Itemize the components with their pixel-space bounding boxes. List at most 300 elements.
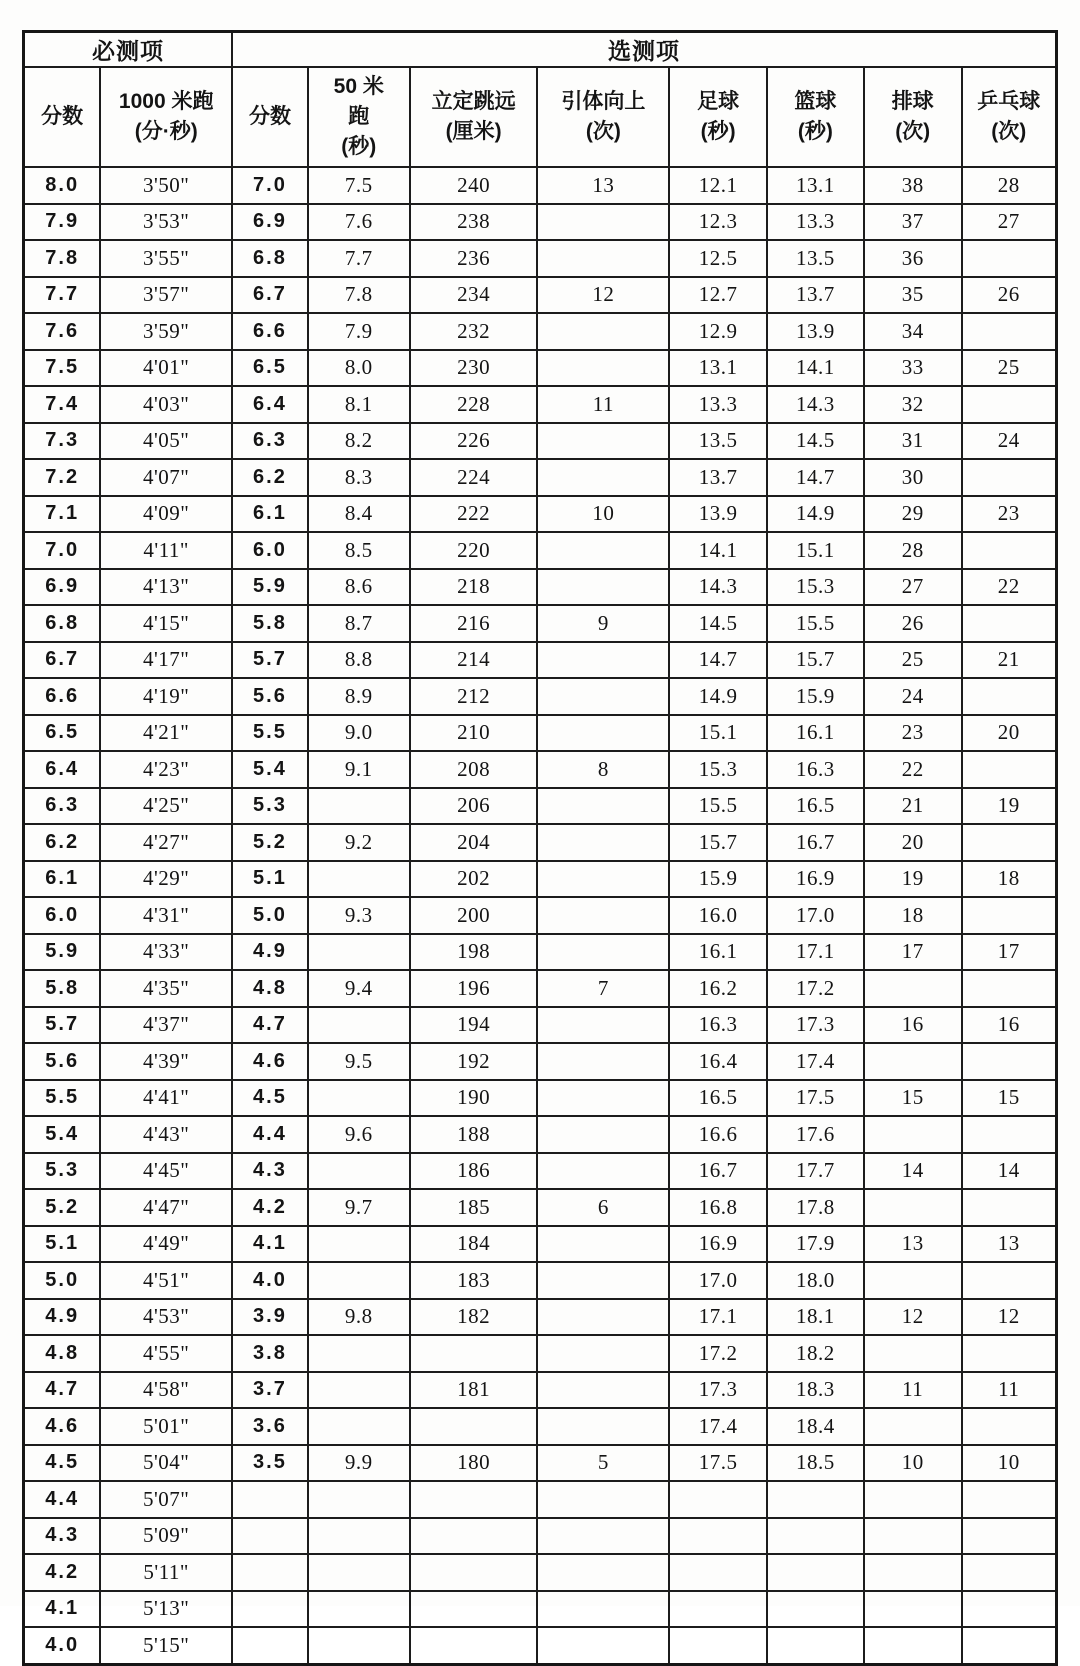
- table-row: [24, 897, 1057, 934]
- volleyball-cell: 34: [864, 313, 962, 350]
- required-score-cell: 4.4: [24, 1481, 101, 1518]
- soccer-cell: 14.5: [669, 605, 767, 642]
- required-score-cell: 4.3: [24, 1518, 101, 1555]
- basketball-cell: 16.9: [767, 861, 864, 898]
- volleyball-cell: [864, 970, 962, 1007]
- run-50m-cell: 9.7: [308, 1189, 410, 1226]
- run-1000m-cell: 5'07": [100, 1481, 232, 1518]
- basketball-cell: 15.5: [767, 605, 864, 642]
- volleyball-cell: 11: [864, 1372, 962, 1409]
- soccer-cell: 16.6: [669, 1116, 767, 1153]
- optional-score-cell: 5.1: [232, 861, 308, 898]
- soccer-cell: 16.8: [669, 1189, 767, 1226]
- optional-score-cell: 5.7: [232, 642, 308, 679]
- table-tennis-cell: 25: [962, 350, 1057, 387]
- basketball-cell: 15.3: [767, 569, 864, 606]
- table-row: [24, 788, 1057, 825]
- table-tennis-cell: [962, 1116, 1057, 1153]
- run-1000m-cell: 4'19": [100, 678, 232, 715]
- run-50m-cell: 7.9: [308, 313, 410, 350]
- column-header-line: 1000 米跑: [118, 90, 214, 114]
- volleyball-cell: [864, 1591, 962, 1628]
- table-tennis-cell: 22: [962, 569, 1057, 606]
- pull-ups-cell: 6: [537, 1189, 669, 1226]
- table-tennis-cell: [962, 678, 1057, 715]
- soccer-cell: 16.1: [669, 934, 767, 971]
- pull-ups-cell: 13: [537, 167, 669, 204]
- basketball-cell: 17.5: [767, 1080, 864, 1117]
- required-score-cell: 7.6: [24, 313, 101, 350]
- volleyball-cell: 36: [864, 240, 962, 277]
- soccer-cell: 14.1: [669, 532, 767, 569]
- required-score-cell: 6.8: [24, 605, 101, 642]
- table-row: [24, 532, 1057, 569]
- table-tennis-cell: [962, 459, 1057, 496]
- volleyball-cell: 29: [864, 496, 962, 533]
- run-50m-cell: [308, 1372, 410, 1409]
- volleyball-cell: 16: [864, 1007, 962, 1044]
- required-score-cell: 7.0: [24, 532, 101, 569]
- basketball-cell: 18.5: [767, 1445, 864, 1482]
- soccer-cell: 17.5: [669, 1445, 767, 1482]
- soccer-cell: 17.2: [669, 1335, 767, 1372]
- table-row: [24, 1153, 1057, 1190]
- long-jump-cell: 183: [410, 1262, 538, 1299]
- optional-score-cell: 4.7: [232, 1007, 308, 1044]
- volleyball-cell: 17: [864, 934, 962, 971]
- col-header-table-tennis: [962, 67, 1057, 167]
- long-jump-cell: 226: [410, 423, 538, 460]
- volleyball-cell: 19: [864, 861, 962, 898]
- run-1000m-cell: 4'21": [100, 715, 232, 752]
- required-score-cell: 4.8: [24, 1335, 101, 1372]
- soccer-cell: 16.2: [669, 970, 767, 1007]
- required-score-cell: 4.0: [24, 1627, 101, 1664]
- optional-score-cell: 6.3: [232, 423, 308, 460]
- required-score-cell: 5.2: [24, 1189, 101, 1226]
- col-header-volleyball: [864, 67, 962, 167]
- volleyball-cell: 21: [864, 788, 962, 825]
- basketball-cell: 13.5: [767, 240, 864, 277]
- long-jump-cell: 206: [410, 788, 538, 825]
- soccer-cell: 15.7: [669, 824, 767, 861]
- run-50m-cell: [308, 1627, 410, 1664]
- pull-ups-cell: [537, 715, 669, 752]
- soccer-cell: 13.1: [669, 350, 767, 387]
- soccer-cell: 13.9: [669, 496, 767, 533]
- table-tennis-cell: 28: [962, 167, 1057, 204]
- long-jump-cell: [410, 1518, 538, 1555]
- run-1000m-cell: 4'41": [100, 1080, 232, 1117]
- col-header-soccer: [669, 67, 767, 167]
- table-tennis-cell: [962, 1591, 1057, 1628]
- table-tennis-cell: 17: [962, 934, 1057, 971]
- soccer-cell: 12.3: [669, 204, 767, 241]
- soccer-cell: 12.1: [669, 167, 767, 204]
- pull-ups-cell: 7: [537, 970, 669, 1007]
- run-50m-cell: 9.3: [308, 897, 410, 934]
- soccer-cell: 16.5: [669, 1080, 767, 1117]
- table-tennis-cell: 16: [962, 1007, 1057, 1044]
- basketball-cell: 17.0: [767, 897, 864, 934]
- table-tennis-cell: 14: [962, 1153, 1057, 1190]
- optional-score-cell: 6.9: [232, 204, 308, 241]
- run-50m-cell: 8.9: [308, 678, 410, 715]
- run-1000m-cell: 3'59": [100, 313, 232, 350]
- run-1000m-cell: 4'11": [100, 532, 232, 569]
- column-header-line: (次): [895, 120, 931, 143]
- soccer-cell: 17.4: [669, 1408, 767, 1445]
- basketball-cell: 15.9: [767, 678, 864, 715]
- col-header-basketball: [767, 67, 864, 167]
- basketball-cell: 17.3: [767, 1007, 864, 1044]
- soccer-cell: 15.3: [669, 751, 767, 788]
- required-score-cell: 6.9: [24, 569, 101, 606]
- required-score-cell: 6.6: [24, 678, 101, 715]
- long-jump-cell: 218: [410, 569, 538, 606]
- volleyball-cell: 30: [864, 459, 962, 496]
- run-1000m-cell: 4'09": [100, 496, 232, 533]
- required-score-cell: 7.5: [24, 350, 101, 387]
- long-jump-cell: 182: [410, 1299, 538, 1336]
- group-header-row: [24, 32, 1057, 68]
- optional-score-cell: 4.0: [232, 1262, 308, 1299]
- soccer-cell: 17.1: [669, 1299, 767, 1336]
- pull-ups-cell: [537, 861, 669, 898]
- long-jump-cell: 210: [410, 715, 538, 752]
- table-row: [24, 386, 1057, 423]
- optional-score-cell: 4.3: [232, 1153, 308, 1190]
- table-tennis-cell: [962, 1554, 1057, 1591]
- run-50m-cell: 7.8: [308, 277, 410, 314]
- required-score-cell: 8.0: [24, 167, 101, 204]
- col-header-score-optional: [232, 67, 308, 167]
- table-row: [24, 861, 1057, 898]
- required-score-cell: 5.8: [24, 970, 101, 1007]
- volleyball-cell: 22: [864, 751, 962, 788]
- optional-score-cell: 4.5: [232, 1080, 308, 1117]
- soccer-cell: [669, 1591, 767, 1628]
- column-header-line: 篮球: [794, 90, 837, 114]
- run-50m-cell: 8.4: [308, 496, 410, 533]
- volleyball-cell: 23: [864, 715, 962, 752]
- volleyball-cell: 25: [864, 642, 962, 679]
- pull-ups-cell: 8: [537, 751, 669, 788]
- basketball-cell: 13.7: [767, 277, 864, 314]
- soccer-cell: 14.3: [669, 569, 767, 606]
- long-jump-cell: 204: [410, 824, 538, 861]
- table-tennis-cell: 26: [962, 277, 1057, 314]
- table-tennis-cell: [962, 1189, 1057, 1226]
- column-header-line: (秒): [341, 134, 377, 158]
- optional-score-cell: [232, 1481, 308, 1518]
- run-50m-cell: 8.2: [308, 423, 410, 460]
- table-tennis-cell: 11: [962, 1372, 1057, 1409]
- required-score-cell: 7.8: [24, 240, 101, 277]
- table-tennis-cell: 19: [962, 788, 1057, 825]
- table-tennis-cell: [962, 1335, 1057, 1372]
- basketball-cell: 15.7: [767, 642, 864, 679]
- required-score-cell: 5.7: [24, 1007, 101, 1044]
- volleyball-cell: 18: [864, 897, 962, 934]
- volleyball-cell: [864, 1335, 962, 1372]
- volleyball-cell: [864, 1481, 962, 1518]
- soccer-cell: 12.5: [669, 240, 767, 277]
- column-header-line: (秒): [700, 120, 736, 143]
- pull-ups-cell: [537, 1080, 669, 1117]
- basketball-cell: 16.7: [767, 824, 864, 861]
- pull-ups-cell: [537, 459, 669, 496]
- table-row: [24, 1372, 1057, 1409]
- soccer-cell: 13.3: [669, 386, 767, 423]
- run-1000m-cell: 5'15": [100, 1627, 232, 1664]
- run-50m-cell: 9.5: [308, 1043, 410, 1080]
- table-row: [24, 569, 1057, 606]
- column-header-line: 足球: [697, 90, 740, 114]
- pull-ups-cell: [537, 824, 669, 861]
- basketball-cell: 18.2: [767, 1335, 864, 1372]
- long-jump-cell: 181: [410, 1372, 538, 1409]
- run-50m-cell: [308, 934, 410, 971]
- column-header-line: (秒): [797, 120, 833, 143]
- pull-ups-cell: [537, 1408, 669, 1445]
- long-jump-cell: [410, 1481, 538, 1518]
- long-jump-cell: 236: [410, 240, 538, 277]
- col-header-standing-long-jump: [410, 67, 538, 167]
- volleyball-cell: [864, 1262, 962, 1299]
- run-50m-cell: 7.7: [308, 240, 410, 277]
- long-jump-cell: 232: [410, 313, 538, 350]
- basketball-cell: [767, 1518, 864, 1555]
- pull-ups-cell: [537, 934, 669, 971]
- long-jump-cell: 224: [410, 459, 538, 496]
- volleyball-cell: 10: [864, 1445, 962, 1482]
- table-tennis-cell: 13: [962, 1226, 1057, 1263]
- run-1000m-cell: 4'39": [100, 1043, 232, 1080]
- required-score-cell: 7.4: [24, 386, 101, 423]
- volleyball-cell: 37: [864, 204, 962, 241]
- run-1000m-cell: 4'23": [100, 751, 232, 788]
- run-50m-cell: 9.1: [308, 751, 410, 788]
- table-tennis-cell: 23: [962, 496, 1057, 533]
- run-50m-cell: 8.1: [308, 386, 410, 423]
- basketball-cell: 17.7: [767, 1153, 864, 1190]
- required-score-cell: 4.9: [24, 1299, 101, 1336]
- long-jump-cell: 188: [410, 1116, 538, 1153]
- optional-score-cell: 3.6: [232, 1408, 308, 1445]
- long-jump-cell: 194: [410, 1007, 538, 1044]
- optional-score-cell: 4.4: [232, 1116, 308, 1153]
- required-score-cell: 5.5: [24, 1080, 101, 1117]
- required-score-cell: 4.2: [24, 1554, 101, 1591]
- table-tennis-cell: [962, 605, 1057, 642]
- pull-ups-cell: [537, 1043, 669, 1080]
- basketball-cell: 14.5: [767, 423, 864, 460]
- run-50m-cell: 9.0: [308, 715, 410, 752]
- table-row: [24, 1299, 1057, 1336]
- column-header-line: (分·秒): [134, 120, 198, 143]
- table-row: [24, 1116, 1057, 1153]
- column-header-line: 立定跳远: [431, 90, 516, 114]
- table-row: [24, 277, 1057, 314]
- soccer-cell: 16.9: [669, 1226, 767, 1263]
- long-jump-cell: [410, 1408, 538, 1445]
- optional-score-cell: 4.8: [232, 970, 308, 1007]
- run-1000m-cell: 4'58": [100, 1372, 232, 1409]
- long-jump-cell: 202: [410, 861, 538, 898]
- basketball-cell: 17.9: [767, 1226, 864, 1263]
- volleyball-cell: [864, 1554, 962, 1591]
- optional-score-cell: 3.8: [232, 1335, 308, 1372]
- column-header-line: 乒乓球: [977, 90, 1041, 114]
- run-1000m-cell: 4'13": [100, 569, 232, 606]
- run-1000m-cell: 4'53": [100, 1299, 232, 1336]
- basketball-cell: 17.4: [767, 1043, 864, 1080]
- group-header-optional-tests: 选测项: [232, 32, 1056, 68]
- long-jump-cell: 208: [410, 751, 538, 788]
- table-tennis-cell: [962, 240, 1057, 277]
- long-jump-cell: 214: [410, 642, 538, 679]
- soccer-cell: [669, 1554, 767, 1591]
- run-1000m-cell: 4'51": [100, 1262, 232, 1299]
- run-50m-cell: 8.0: [308, 350, 410, 387]
- run-50m-cell: [308, 1335, 410, 1372]
- table-row: [24, 751, 1057, 788]
- table-tennis-cell: [962, 824, 1057, 861]
- run-1000m-cell: 4'27": [100, 824, 232, 861]
- basketball-cell: 17.1: [767, 934, 864, 971]
- run-1000m-cell: 5'09": [100, 1518, 232, 1555]
- basketball-cell: 13.9: [767, 313, 864, 350]
- volleyball-cell: [864, 1043, 962, 1080]
- table-tennis-cell: [962, 313, 1057, 350]
- table-tennis-cell: 18: [962, 861, 1057, 898]
- basketball-cell: [767, 1554, 864, 1591]
- run-1000m-cell: 4'45": [100, 1153, 232, 1190]
- required-score-cell: 5.6: [24, 1043, 101, 1080]
- basketball-cell: [767, 1481, 864, 1518]
- table-row: [24, 1226, 1057, 1263]
- optional-score-cell: 6.1: [232, 496, 308, 533]
- table-row: [24, 970, 1057, 1007]
- table-row: [24, 1518, 1057, 1555]
- run-1000m-cell: 4'05": [100, 423, 232, 460]
- required-score-cell: 5.1: [24, 1226, 101, 1263]
- volleyball-cell: [864, 1518, 962, 1555]
- basketball-cell: 18.4: [767, 1408, 864, 1445]
- basketball-cell: 16.3: [767, 751, 864, 788]
- soccer-cell: 16.7: [669, 1153, 767, 1190]
- run-50m-cell: 9.2: [308, 824, 410, 861]
- pull-ups-cell: [537, 1153, 669, 1190]
- basketball-cell: 18.1: [767, 1299, 864, 1336]
- run-50m-cell: 9.9: [308, 1445, 410, 1482]
- run-1000m-cell: 5'04": [100, 1445, 232, 1482]
- volleyball-cell: [864, 1627, 962, 1664]
- run-50m-cell: [308, 1007, 410, 1044]
- optional-score-cell: 3.7: [232, 1372, 308, 1409]
- basketball-cell: 17.6: [767, 1116, 864, 1153]
- basketball-cell: 14.3: [767, 386, 864, 423]
- required-score-cell: 4.5: [24, 1445, 101, 1482]
- run-50m-cell: [308, 1262, 410, 1299]
- optional-score-cell: [232, 1591, 308, 1628]
- long-jump-cell: 230: [410, 350, 538, 387]
- optional-score-cell: 5.8: [232, 605, 308, 642]
- basketball-cell: 13.1: [767, 167, 864, 204]
- optional-score-cell: 5.5: [232, 715, 308, 752]
- pull-ups-cell: [537, 1262, 669, 1299]
- optional-score-cell: 4.2: [232, 1189, 308, 1226]
- long-jump-cell: 240: [410, 167, 538, 204]
- required-score-cell: 5.3: [24, 1153, 101, 1190]
- table-tennis-cell: [962, 1043, 1057, 1080]
- basketball-cell: 15.1: [767, 532, 864, 569]
- pull-ups-cell: [537, 240, 669, 277]
- table-tennis-cell: [962, 970, 1057, 1007]
- table-row: [24, 642, 1057, 679]
- long-jump-cell: [410, 1591, 538, 1628]
- optional-score-cell: 6.7: [232, 277, 308, 314]
- column-header-row: [24, 67, 1057, 167]
- soccer-cell: 14.9: [669, 678, 767, 715]
- run-50m-cell: [308, 1080, 410, 1117]
- pull-ups-cell: [537, 1372, 669, 1409]
- long-jump-cell: 198: [410, 934, 538, 971]
- soccer-cell: 17.3: [669, 1372, 767, 1409]
- soccer-cell: 15.1: [669, 715, 767, 752]
- volleyball-cell: [864, 1116, 962, 1153]
- table-row: [24, 496, 1057, 533]
- soccer-cell: [669, 1627, 767, 1664]
- basketball-cell: [767, 1627, 864, 1664]
- table-row: [24, 1554, 1057, 1591]
- volleyball-cell: 33: [864, 350, 962, 387]
- run-1000m-cell: 4'01": [100, 350, 232, 387]
- optional-score-cell: 5.3: [232, 788, 308, 825]
- required-score-cell: 4.1: [24, 1591, 101, 1628]
- required-score-cell: 6.7: [24, 642, 101, 679]
- basketball-cell: 18.3: [767, 1372, 864, 1409]
- long-jump-cell: 228: [410, 386, 538, 423]
- pull-ups-cell: [537, 897, 669, 934]
- run-1000m-cell: 4'15": [100, 605, 232, 642]
- basketball-cell: 18.0: [767, 1262, 864, 1299]
- col-header-1000m-run: [100, 67, 232, 167]
- pull-ups-cell: [537, 642, 669, 679]
- run-50m-cell: [308, 788, 410, 825]
- table-tennis-cell: 20: [962, 715, 1057, 752]
- run-50m-cell: 7.5: [308, 167, 410, 204]
- required-score-cell: 7.9: [24, 204, 101, 241]
- optional-score-cell: 3.9: [232, 1299, 308, 1336]
- column-header-line: 跑: [348, 105, 370, 129]
- pull-ups-cell: [537, 788, 669, 825]
- required-score-cell: 7.1: [24, 496, 101, 533]
- run-50m-cell: [308, 1554, 410, 1591]
- run-1000m-cell: 3'53": [100, 204, 232, 241]
- table-row: [24, 678, 1057, 715]
- optional-score-cell: 5.0: [232, 897, 308, 934]
- run-50m-cell: 9.6: [308, 1116, 410, 1153]
- col-header-50m-run: [308, 67, 410, 167]
- table-head: [24, 32, 1057, 168]
- required-score-cell: 7.2: [24, 459, 101, 496]
- table-tennis-cell: [962, 1518, 1057, 1555]
- pull-ups-cell: [537, 1481, 669, 1518]
- run-50m-cell: [308, 1408, 410, 1445]
- soccer-cell: 12.9: [669, 313, 767, 350]
